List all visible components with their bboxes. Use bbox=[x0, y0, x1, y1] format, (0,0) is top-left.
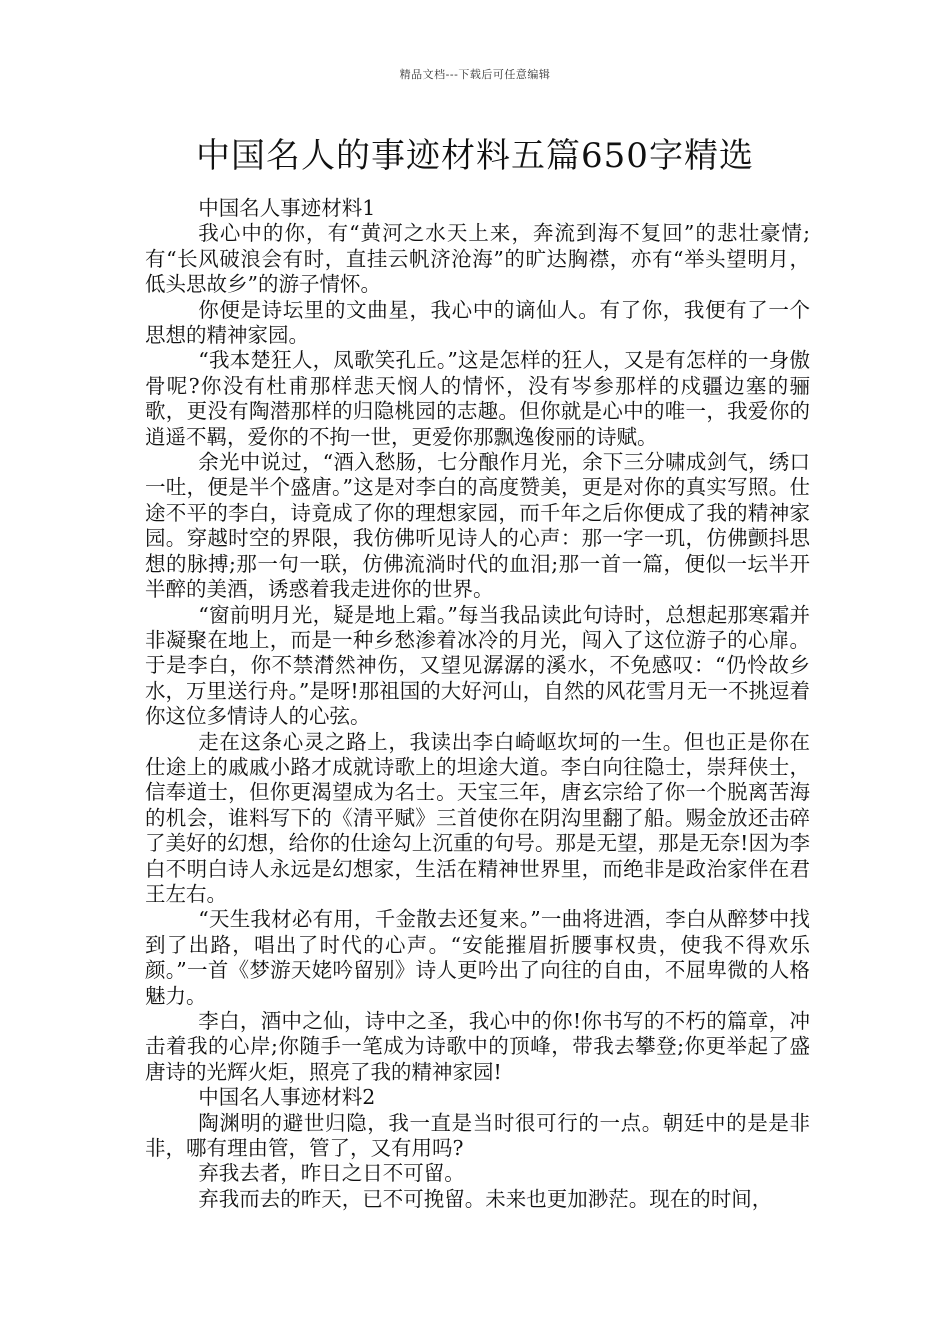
paragraph: 你便是诗坛里的文曲星，我心中的谪仙人。有了你，我便有了一个思想的精神家园。 bbox=[145, 297, 810, 348]
section-heading-2: 中国名人事迹材料2 bbox=[198, 1085, 376, 1110]
paragraph: 李白，酒中之仙，诗中之圣，我心中的你!你书写的不朽的篇章，冲击着我的心岸;你随手一笔成为诗歌中的顶峰，带我去攀登;你更举起了盛唐诗的光辉火炬，照亮了我的精神家园! bbox=[145, 1009, 810, 1084]
paragraph: 陶渊明的避世归隐，我一直是当时很可行的一点。朝廷中的是是非非，哪有理由管，管了，又有用吗? bbox=[145, 1110, 810, 1161]
document-body bbox=[145, 196, 810, 1212]
section-heading-1: 中国名人事迹材料1 bbox=[198, 196, 376, 220]
paragraph: 弃我去者，昨日之日不可留。 bbox=[198, 1161, 465, 1186]
paragraph: 余光中说过，“酒入愁肠，七分酿作月光，余下三分啸成剑气，绣口一吐，便是半个盛唐。”这是对李白的高度赞美，更是对你的真实写照。仕途不平的李白，诗竟成了你的理想家园，而千年之后你便成了我的精神家园。穿越时空的界限，我仿佛听见诗人的心声：那一字一玑，仿佛颤抖思想的脉搏;那一句一联，仿佛流淌时代的血泪;那一首一篇，便似一坛半开半醉的美酒，诱惑着我走进你的世界。 bbox=[145, 450, 810, 602]
paragraph: “我本楚狂人，凤歌笑孔丘。”这是怎样的狂人，又是有怎样的一身傲骨呢?你没有杜甫那样悲天悯人的情怀，没有岑参那样的戍疆边塞的骊歌，更没有陶潜那样的归隐桃园的志趣。但你就是心中的唯一，我爱你的逍遥不羁，爱你的不拘一世，更爱你那飘逸俊丽的诗赋。 bbox=[145, 348, 810, 449]
paragraph: 走在这条心灵之路上，我读出李白崎岖坎坷的一生。但也正是你在仕途上的戚戚小路才成就诗歌上的坦途大道。李白向往隐士，崇拜侠士，信奉道士，但你更渴望成为名士。天宝三年，唐玄宗给了你一个脱离苦海的机会，谁料写下的《清平赋》三首使你在阴沟里翻了船。赐金放还击碎了美好的幻想，给你的仕途勾上沉重的句号。那是无望，那是无奈!因为李白不明白诗人永远是幻想家，生活在精神世界里，而绝非是政治家伴在君王左右。 bbox=[145, 729, 810, 906]
header-note: 精品文档---下载后可任意编辑 bbox=[399, 68, 551, 81]
paragraph: “天生我材必有用，千金散去还复来。”一曲将进酒，李白从醉梦中找到了出路，唱出了时代的心声。“安能摧眉折腰事权贵，使我不得欢乐颜。”一首《梦游天姥吟留别》诗人更吟出了向往的自由，不屈卑微的人格魅力。 bbox=[145, 907, 810, 1008]
paragraph: 我心中的你，有“黄河之水天上来，奔流到海不复回”的悲壮豪情;有“长风破浪会有时，直挂云帆济沧海”的旷达胸襟，亦有“举头望明月，低头思故乡”的游子情怀。 bbox=[145, 221, 810, 297]
document-title: 中国名人的事迹材料五篇650字精选 bbox=[196, 136, 754, 176]
paragraph: “窗前明月光，疑是地上霜。”每当我品读此句诗时，总想起那寒霜并非凝聚在地上，而是一种乡愁渗着冰冷的月光，闯入了这位游子的心扉。于是李白，你不禁潸然神伤，又望见潺潺的溪水，不免感叹：“仍怜故乡水，万里送行舟。”是呀!那祖国的大好河山，自然的风花雪月无一不挑逗着你这位多情诗人的心弦。 bbox=[145, 602, 810, 729]
paragraph: 弃我而去的昨天，已不可挽留。未来也更加渺茫。现在的时间， bbox=[198, 1186, 773, 1211]
